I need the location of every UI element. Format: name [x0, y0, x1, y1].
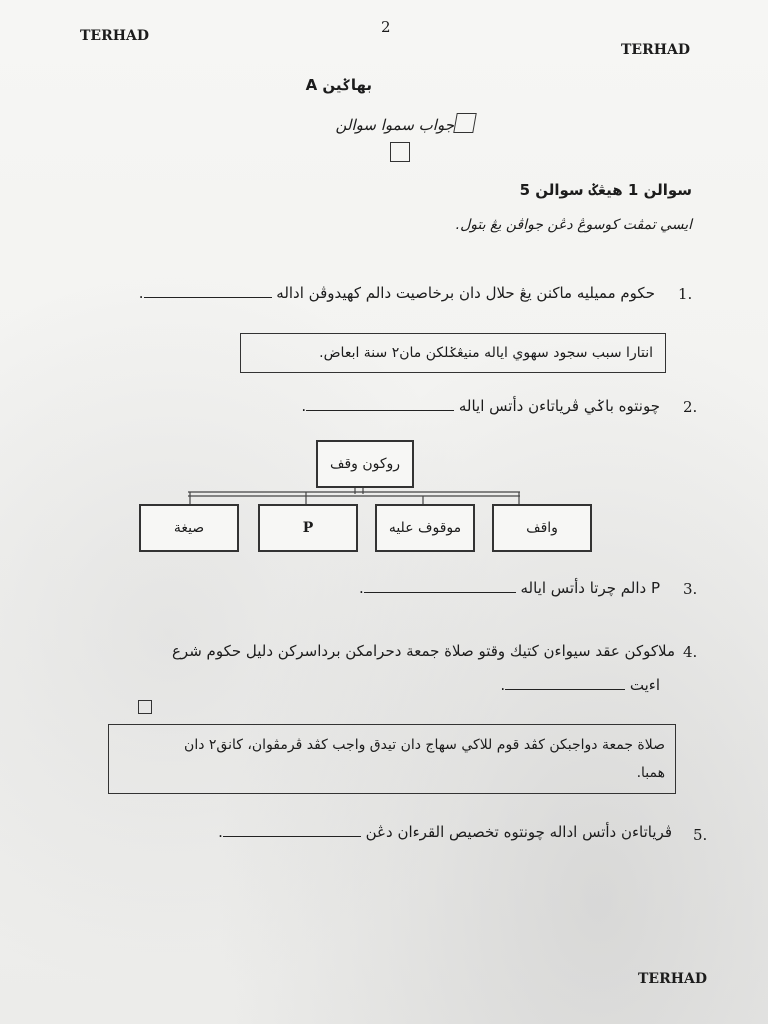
question-end: . [301, 397, 307, 415]
info-box-line1: صلاة جمعة دواجبكن كڤد قوم للاكي سهاج دان تيدق واجب كڤد ڤرمڤوان، كانق٢ دان [184, 737, 665, 753]
question-end: . [358, 579, 364, 597]
question-number: 4. [683, 643, 698, 661]
diagram-node-mauquf-alaih: موقوف عليه [375, 504, 475, 552]
question-end: . [500, 676, 506, 694]
question-range: سوالن 1 هيڠݢ سوالن 5 [519, 181, 692, 199]
question-text: ڤرياتاءن دأتس اداله چونتوه تخصيص القرءان دڠن [365, 823, 672, 841]
sub-instruction: ايسي تمڤت كوسوڠ دڠن جواڤن يڠ بتول. [455, 217, 692, 233]
question-number: 5. [693, 826, 708, 844]
question-end: . [218, 823, 223, 841]
question-4-line2 [480, 676, 660, 694]
info-box [108, 724, 676, 794]
question-4-line1: ملاكوكن عقد سيواءن كتيك وقتو صلاة جمعة دحرامكن برداسركن دليل حكوم شرع [171, 642, 675, 660]
question-text: چونتوه باݢي ڤرياتاءن دأتس اياله [458, 397, 660, 415]
diagram-node-p: P [258, 504, 358, 552]
section-instruction: جواب سموا سوالن [335, 116, 454, 134]
answer-blank[interactable] [505, 677, 625, 690]
diagram-node-waqif: واقف [492, 504, 592, 552]
info-box-text: انتارا سبب سجود سهوي اياله منيڠݢلكن مان٢ سنة ابعاض. [319, 345, 653, 361]
question-number: 1. [678, 285, 693, 303]
question-text: اءيت [629, 676, 660, 694]
page-number: 2 [381, 18, 391, 36]
question-5 [190, 823, 672, 841]
question-end: . [138, 284, 144, 302]
classification-marker-right: TERHAD [621, 42, 690, 58]
section-title: بهاݢين A [305, 76, 372, 94]
question-number: 3. [683, 580, 698, 598]
answer-blank[interactable] [223, 824, 361, 837]
question-3 [345, 579, 660, 597]
question-text: حكوم مميليه ماكنن يڠ حلال دان برخاصيت دالم كهيدوڤن اداله [276, 284, 655, 302]
info-box-line2: همبا. [636, 765, 665, 781]
question-number: 2. [683, 398, 698, 416]
checkbox-icon [138, 700, 152, 714]
diagram-root-node: روكون وقف [316, 440, 414, 488]
classification-marker-left: TERHAD [80, 28, 149, 44]
question-text: P دالم چرتا دأتس اياله [520, 579, 660, 597]
classification-marker-footer: TERHAD [638, 971, 707, 987]
diagram-node-sighah: صيغة [139, 504, 239, 552]
answer-blank[interactable] [364, 580, 516, 593]
